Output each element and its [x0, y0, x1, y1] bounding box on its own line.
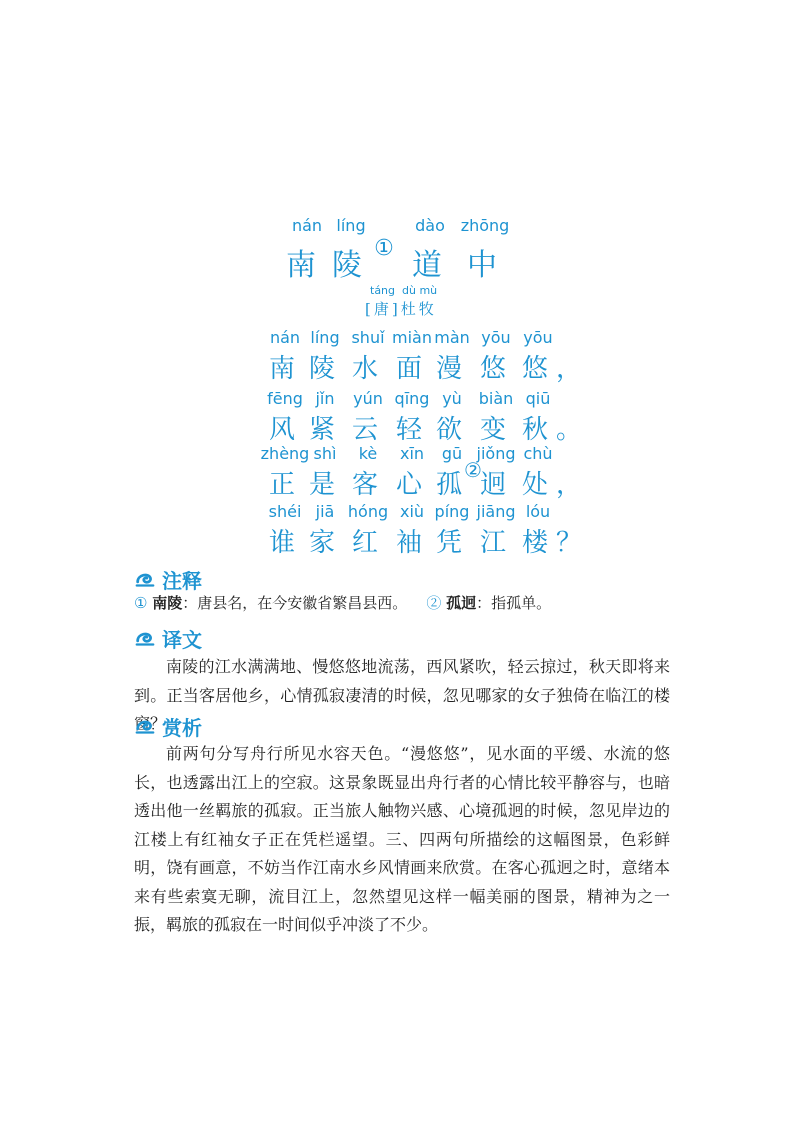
poem-pinyin: zhèng [260, 444, 310, 463]
poem-pinyin: jǐn [315, 389, 335, 408]
poem-line-2 [0, 409, 800, 443]
poem-line-4-pinyin [0, 502, 800, 522]
poem-pinyin: píng [434, 502, 470, 521]
poem-char: 紧 [308, 415, 342, 445]
poem-char: 楼 [521, 528, 555, 558]
title-pinyin [0, 216, 800, 236]
poem-pinyin: miàn [392, 328, 432, 347]
poem-pinyin: gū [441, 444, 463, 463]
swirl-icon [134, 569, 156, 591]
poem-pinyin: qiū [525, 389, 551, 408]
poem-char: 谁 [268, 528, 302, 558]
poem-pinyin: yōu [523, 328, 553, 347]
poem-char: 秋 [521, 415, 555, 445]
poem-punctuation: ， [555, 354, 589, 384]
poem-char: 悠 [521, 354, 555, 384]
poem-punctuation: 。 [555, 415, 589, 445]
note-2-num: ② [426, 594, 442, 612]
page-title [0, 236, 800, 283]
poem-char: 漫 [435, 354, 469, 384]
notes-heading [134, 565, 202, 594]
title-pinyin-2: líng [336, 216, 366, 235]
poem-char: 心 [395, 470, 429, 500]
poem-pinyin: shì [313, 444, 337, 463]
poem-punctuation: ， [555, 470, 589, 500]
poem-line-1-pinyin [0, 328, 800, 348]
poem-pinyin: yù [442, 389, 462, 408]
title-char-1: 南 [286, 248, 322, 283]
poem-footnote-mark: ② [464, 458, 488, 482]
poem-char: 面 [395, 354, 429, 384]
poem-pinyin: yún [353, 389, 383, 408]
poem-char: 陵 [308, 354, 342, 384]
poem-pinyin: hóng [347, 502, 389, 521]
poem-char: 变 [479, 415, 513, 445]
poem-char: 凭 [435, 528, 469, 558]
swirl-icon [134, 716, 156, 738]
poem-char: 云 [351, 415, 385, 445]
notes-line [134, 592, 551, 613]
title-char-2: 陵 [332, 248, 368, 283]
title-pinyin-3: dào [415, 216, 445, 235]
translation-heading [134, 624, 202, 653]
translation-text: 南陵的江水满满地、慢悠悠地流荡，西风紧吹，轻云掠过，秋天即将来到。正当客居他乡，心情孤寂凄清的时候，忽见哪家的女子独倚在临江的楼窗？ [134, 657, 670, 733]
poem-pinyin: shéi [268, 502, 302, 521]
poem-pinyin: nán [269, 328, 301, 347]
poem-pinyin: jiāng [476, 502, 516, 521]
poem-char: 是 [308, 470, 342, 500]
poem-pinyin: yōu [481, 328, 511, 347]
note-1-term: 南陵 [152, 594, 183, 612]
translation-title: 译文 [162, 628, 202, 652]
poem-pinyin: biàn [478, 389, 514, 408]
note-2-term: 孤迥 [446, 594, 477, 612]
poem-char: 悠 [479, 354, 513, 384]
poem-pinyin: qīng [394, 389, 430, 408]
note-1-text: ：唐县名，在今安徽省繁昌县西。 [182, 594, 408, 612]
title-footnote-mark: ① [374, 236, 400, 261]
poem-pinyin: xiù [399, 502, 425, 521]
poem-char: 水 [351, 354, 385, 384]
poem-char: 迥 [479, 470, 513, 500]
title-char-4: 中 [467, 248, 503, 283]
appreciation-title: 赏析 [162, 716, 202, 740]
poem-line-4 [0, 522, 800, 556]
poem-char: 欲 [435, 415, 469, 445]
poem-char: 处 [521, 470, 555, 500]
appreciation-text: 前两句分写舟行所见水容天色。“漫悠悠”，见水面的平缓、水流的悠长，也透露出江上的空寂。这景象既显出舟行者的心情比较平静容与，也暗透出他一丝羁旅的孤寂。正当旅人触物兴感、心境孤迥的时候，忽见岸边的江楼上有红袖女子正在凭栏遥望。三、四两句所描绘的这幅图景，色彩鲜明，饶有画意，不妨当作江南水乡风情画来欣赏。在客心孤迥之时，意绪本来有些索寞无聊，流目江上，忽然望见这样一幅美丽的图景，精神为之一振，羁旅的孤寂在一时间似乎冲淡了不少。 [134, 744, 670, 934]
poem-line-3-pinyin [0, 444, 800, 464]
note-2-text: ：指孤单。 [476, 594, 552, 612]
title-char-3: 道 [412, 248, 448, 283]
poem-char: 轻 [395, 415, 429, 445]
poem-pinyin: màn [434, 328, 470, 347]
title-pinyin-1: nán [291, 216, 323, 235]
poem-pinyin: lóu [525, 502, 551, 521]
poem-char: 袖 [395, 528, 429, 558]
notes-title: 注释 [162, 569, 202, 593]
poem-char: 正 [268, 470, 302, 500]
poem-pinyin: jiǒng [476, 444, 516, 463]
poem-char: 红 [351, 528, 385, 558]
note-1-num: ① [134, 594, 148, 612]
swirl-icon [134, 628, 156, 650]
poem-char: 南 [268, 354, 302, 384]
poem-pinyin: xīn [399, 444, 425, 463]
poem-punctuation: ？ [555, 528, 589, 558]
poem-pinyin: chù [523, 444, 553, 463]
poem-pinyin: shuǐ [351, 328, 385, 347]
author: [唐]杜牧 [365, 300, 437, 318]
poem-line-1 [0, 348, 800, 382]
title-pinyin-4: zhōng [460, 216, 510, 235]
poem-char: 孤 [435, 470, 469, 500]
poem-pinyin: fēng [267, 389, 303, 408]
poem-line-3 [0, 458, 800, 500]
appreciation-heading [134, 712, 202, 741]
poem-pinyin: líng [310, 328, 340, 347]
poem-char: 家 [308, 528, 342, 558]
poem-char: 客 [351, 470, 385, 500]
author-pinyin: táng dù mù [370, 284, 438, 297]
poem-line-2-pinyin [0, 389, 800, 409]
poem-pinyin: kè [358, 444, 378, 463]
poem-pinyin: jiā [315, 502, 335, 521]
poem-char: 风 [268, 415, 302, 445]
poem-char: 江 [479, 528, 513, 558]
